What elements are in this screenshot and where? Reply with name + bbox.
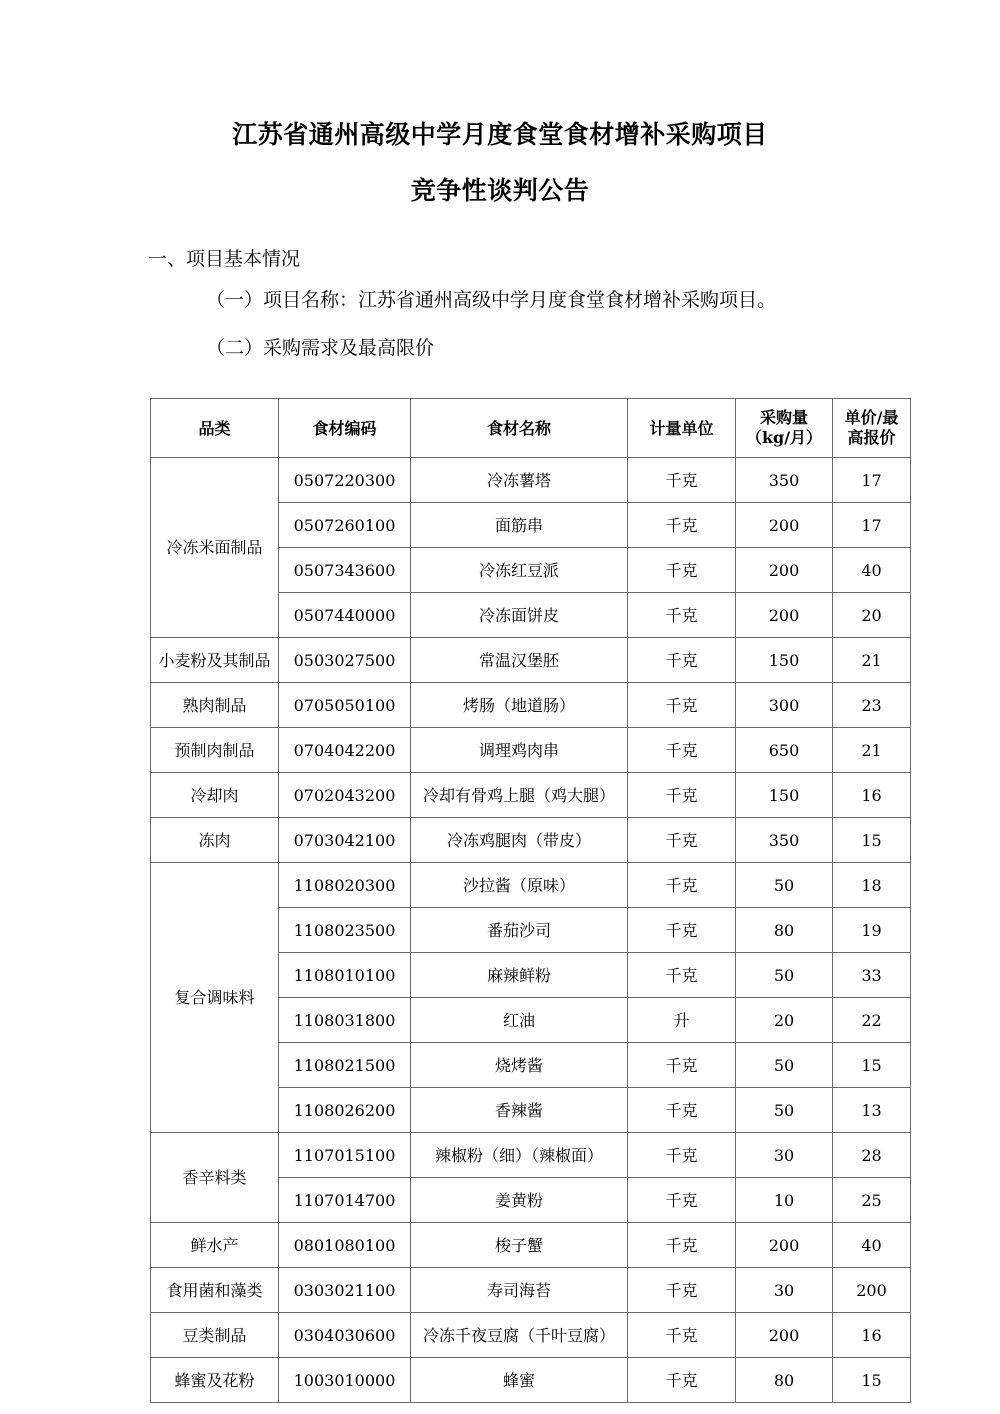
cell-category: 熟肉制品 [151, 683, 279, 728]
cell-price: 15 [833, 1358, 911, 1403]
cell-quantity: 80 [736, 908, 833, 953]
cell-quantity: 80 [736, 1358, 833, 1403]
cell-unit: 千克 [628, 548, 736, 593]
document-title-line-1: 江苏省通州高级中学月度食堂食材增补采购项目 [232, 120, 768, 149]
cell-price: 23 [833, 683, 911, 728]
procurement-table-container [150, 398, 910, 1403]
cell-price: 40 [833, 1223, 911, 1268]
cell-price: 15 [833, 818, 911, 863]
cell-name: 冷却有骨鸡上腿（鸡大腿） [411, 773, 628, 818]
cell-code: 0507220300 [279, 458, 411, 503]
cell-price: 22 [833, 998, 911, 1043]
cell-quantity: 150 [736, 638, 833, 683]
cell-name: 调理鸡肉串 [411, 728, 628, 773]
cell-price: 17 [833, 458, 911, 503]
cell-quantity: 200 [736, 503, 833, 548]
table-row [151, 1358, 911, 1403]
column-header-quantity [736, 399, 833, 458]
cell-quantity: 30 [736, 1133, 833, 1178]
cell-category: 豆类制品 [151, 1313, 279, 1358]
cell-name: 常温汉堡胚 [411, 638, 628, 683]
cell-code: 1108020300 [279, 863, 411, 908]
cell-name: 番茄沙司 [411, 908, 628, 953]
cell-category: 复合调味料 [151, 863, 279, 1133]
table-row [151, 1133, 911, 1178]
cell-name: 烤肠（地道肠） [411, 683, 628, 728]
cell-unit: 千克 [628, 1358, 736, 1403]
cell-category: 冻肉 [151, 818, 279, 863]
table-row [151, 818, 911, 863]
cell-code: 0304030600 [279, 1313, 411, 1358]
table-row [151, 773, 911, 818]
cell-code: 0703042100 [279, 818, 411, 863]
cell-quantity: 50 [736, 1043, 833, 1088]
cell-code: 0801080100 [279, 1223, 411, 1268]
cell-unit: 千克 [628, 728, 736, 773]
cell-price: 16 [833, 773, 911, 818]
table-row [151, 458, 911, 503]
cell-name: 冷冻红豆派 [411, 548, 628, 593]
cell-code: 1108031800 [279, 998, 411, 1043]
section-heading-project-overview: 一、项目基本情况 [148, 248, 301, 270]
cell-category: 小麦粉及其制品 [151, 638, 279, 683]
cell-code: 0507440000 [279, 593, 411, 638]
cell-name: 红油 [411, 998, 628, 1043]
cell-quantity: 50 [736, 953, 833, 998]
cell-quantity: 10 [736, 1178, 833, 1223]
cell-unit: 千克 [628, 593, 736, 638]
table-row [151, 863, 911, 908]
cell-price: 18 [833, 863, 911, 908]
table-row [151, 1313, 911, 1358]
table-row [151, 638, 911, 683]
cell-quantity: 50 [736, 1088, 833, 1133]
cell-unit: 千克 [628, 1268, 736, 1313]
cell-price: 33 [833, 953, 911, 998]
cell-quantity: 150 [736, 773, 833, 818]
cell-code: 0507343600 [279, 548, 411, 593]
cell-unit: 千克 [628, 458, 736, 503]
cell-name: 蜂蜜 [411, 1358, 628, 1403]
cell-unit: 千克 [628, 1088, 736, 1133]
cell-quantity: 300 [736, 683, 833, 728]
cell-price: 13 [833, 1088, 911, 1133]
cell-category: 蜂蜜及花粉 [151, 1358, 279, 1403]
cell-name: 烧烤酱 [411, 1043, 628, 1088]
cell-name: 面筋串 [411, 503, 628, 548]
column-header-category: 品类 [151, 399, 279, 458]
table-row [151, 1223, 911, 1268]
table-head [151, 399, 911, 458]
cell-code: 0303021100 [279, 1268, 411, 1313]
cell-quantity: 20 [736, 998, 833, 1043]
cell-quantity: 200 [736, 548, 833, 593]
cell-code: 1003010000 [279, 1358, 411, 1403]
column-header-code: 食材编码 [279, 399, 411, 458]
table-row [151, 683, 911, 728]
cell-name: 冷冻面饼皮 [411, 593, 628, 638]
cell-price: 25 [833, 1178, 911, 1223]
cell-quantity: 200 [736, 1313, 833, 1358]
cell-unit: 千克 [628, 908, 736, 953]
cell-code: 1108021500 [279, 1043, 411, 1088]
cell-price: 16 [833, 1313, 911, 1358]
cell-name: 香辣酱 [411, 1088, 628, 1133]
cell-category: 香辛料类 [151, 1133, 279, 1223]
column-header-price-line-2: 高报价 [847, 428, 896, 448]
cell-category: 冷冻米面制品 [151, 458, 279, 638]
cell-code: 0503027500 [279, 638, 411, 683]
cell-unit: 千克 [628, 1313, 736, 1358]
column-header-quantity-line-2: （kg/月） [745, 428, 823, 448]
cell-price: 40 [833, 548, 911, 593]
cell-quantity: 200 [736, 593, 833, 638]
table-body [151, 458, 911, 1403]
cell-price: 17 [833, 503, 911, 548]
column-header-unit: 计量单位 [628, 399, 736, 458]
cell-name: 寿司海苔 [411, 1268, 628, 1313]
cell-unit: 千克 [628, 1178, 736, 1223]
cell-unit: 千克 [628, 773, 736, 818]
column-header-price-line-1: 单价/最 [844, 408, 899, 428]
cell-code: 1108023500 [279, 908, 411, 953]
cell-price: 21 [833, 728, 911, 773]
cell-category: 冷却肉 [151, 773, 279, 818]
cell-unit: 千克 [628, 818, 736, 863]
cell-price: 200 [833, 1268, 911, 1313]
cell-price: 28 [833, 1133, 911, 1178]
cell-quantity: 200 [736, 1223, 833, 1268]
cell-unit: 千克 [628, 683, 736, 728]
cell-unit: 千克 [628, 1133, 736, 1178]
procurement-table [150, 398, 911, 1403]
cell-name: 冷冻千夜豆腐（千叶豆腐） [411, 1313, 628, 1358]
cell-unit: 千克 [628, 1223, 736, 1268]
cell-code: 0702043200 [279, 773, 411, 818]
column-header-name: 食材名称 [411, 399, 628, 458]
cell-unit: 升 [628, 998, 736, 1043]
cell-name: 姜黄粉 [411, 1178, 628, 1223]
cell-category: 鲜水产 [151, 1223, 279, 1268]
cell-unit: 千克 [628, 638, 736, 683]
paragraph-procurement-requirements: （二）采购需求及最高限价 [206, 336, 435, 359]
cell-code: 0507260100 [279, 503, 411, 548]
table-header-row [151, 399, 911, 458]
cell-code: 1107014700 [279, 1178, 411, 1223]
cell-price: 19 [833, 908, 911, 953]
paragraph-project-name: （一）项目名称：江苏省通州高级中学月度食堂食材增补采购项目。 [206, 289, 777, 312]
cell-unit: 千克 [628, 1043, 736, 1088]
cell-quantity: 350 [736, 818, 833, 863]
cell-price: 21 [833, 638, 911, 683]
cell-name: 辣椒粉（细）（辣椒面） [411, 1133, 628, 1178]
cell-code: 0705050100 [279, 683, 411, 728]
cell-code: 1107015100 [279, 1133, 411, 1178]
cell-name: 冷冻鸡腿肉（带皮） [411, 818, 628, 863]
cell-quantity: 650 [736, 728, 833, 773]
cell-unit: 千克 [628, 953, 736, 998]
cell-quantity: 50 [736, 863, 833, 908]
document-title-line-2: 竞争性谈判公告 [410, 176, 590, 205]
cell-name: 沙拉酱（原味） [411, 863, 628, 908]
cell-quantity: 30 [736, 1268, 833, 1313]
cell-price: 20 [833, 593, 911, 638]
cell-name: 冷冻薯塔 [411, 458, 628, 503]
cell-code: 1108010100 [279, 953, 411, 998]
cell-unit: 千克 [628, 863, 736, 908]
cell-code: 1108026200 [279, 1088, 411, 1133]
table-row [151, 1268, 911, 1313]
cell-unit: 千克 [628, 503, 736, 548]
cell-quantity: 350 [736, 458, 833, 503]
cell-category: 食用菌和藻类 [151, 1268, 279, 1313]
cell-name: 梭子蟹 [411, 1223, 628, 1268]
column-header-price [833, 399, 911, 458]
table-row [151, 728, 911, 773]
cell-name: 麻辣鲜粉 [411, 953, 628, 998]
column-header-quantity-line-1: 采购量 [759, 408, 808, 428]
cell-category: 预制肉制品 [151, 728, 279, 773]
cell-price: 15 [833, 1043, 911, 1088]
cell-code: 0704042200 [279, 728, 411, 773]
